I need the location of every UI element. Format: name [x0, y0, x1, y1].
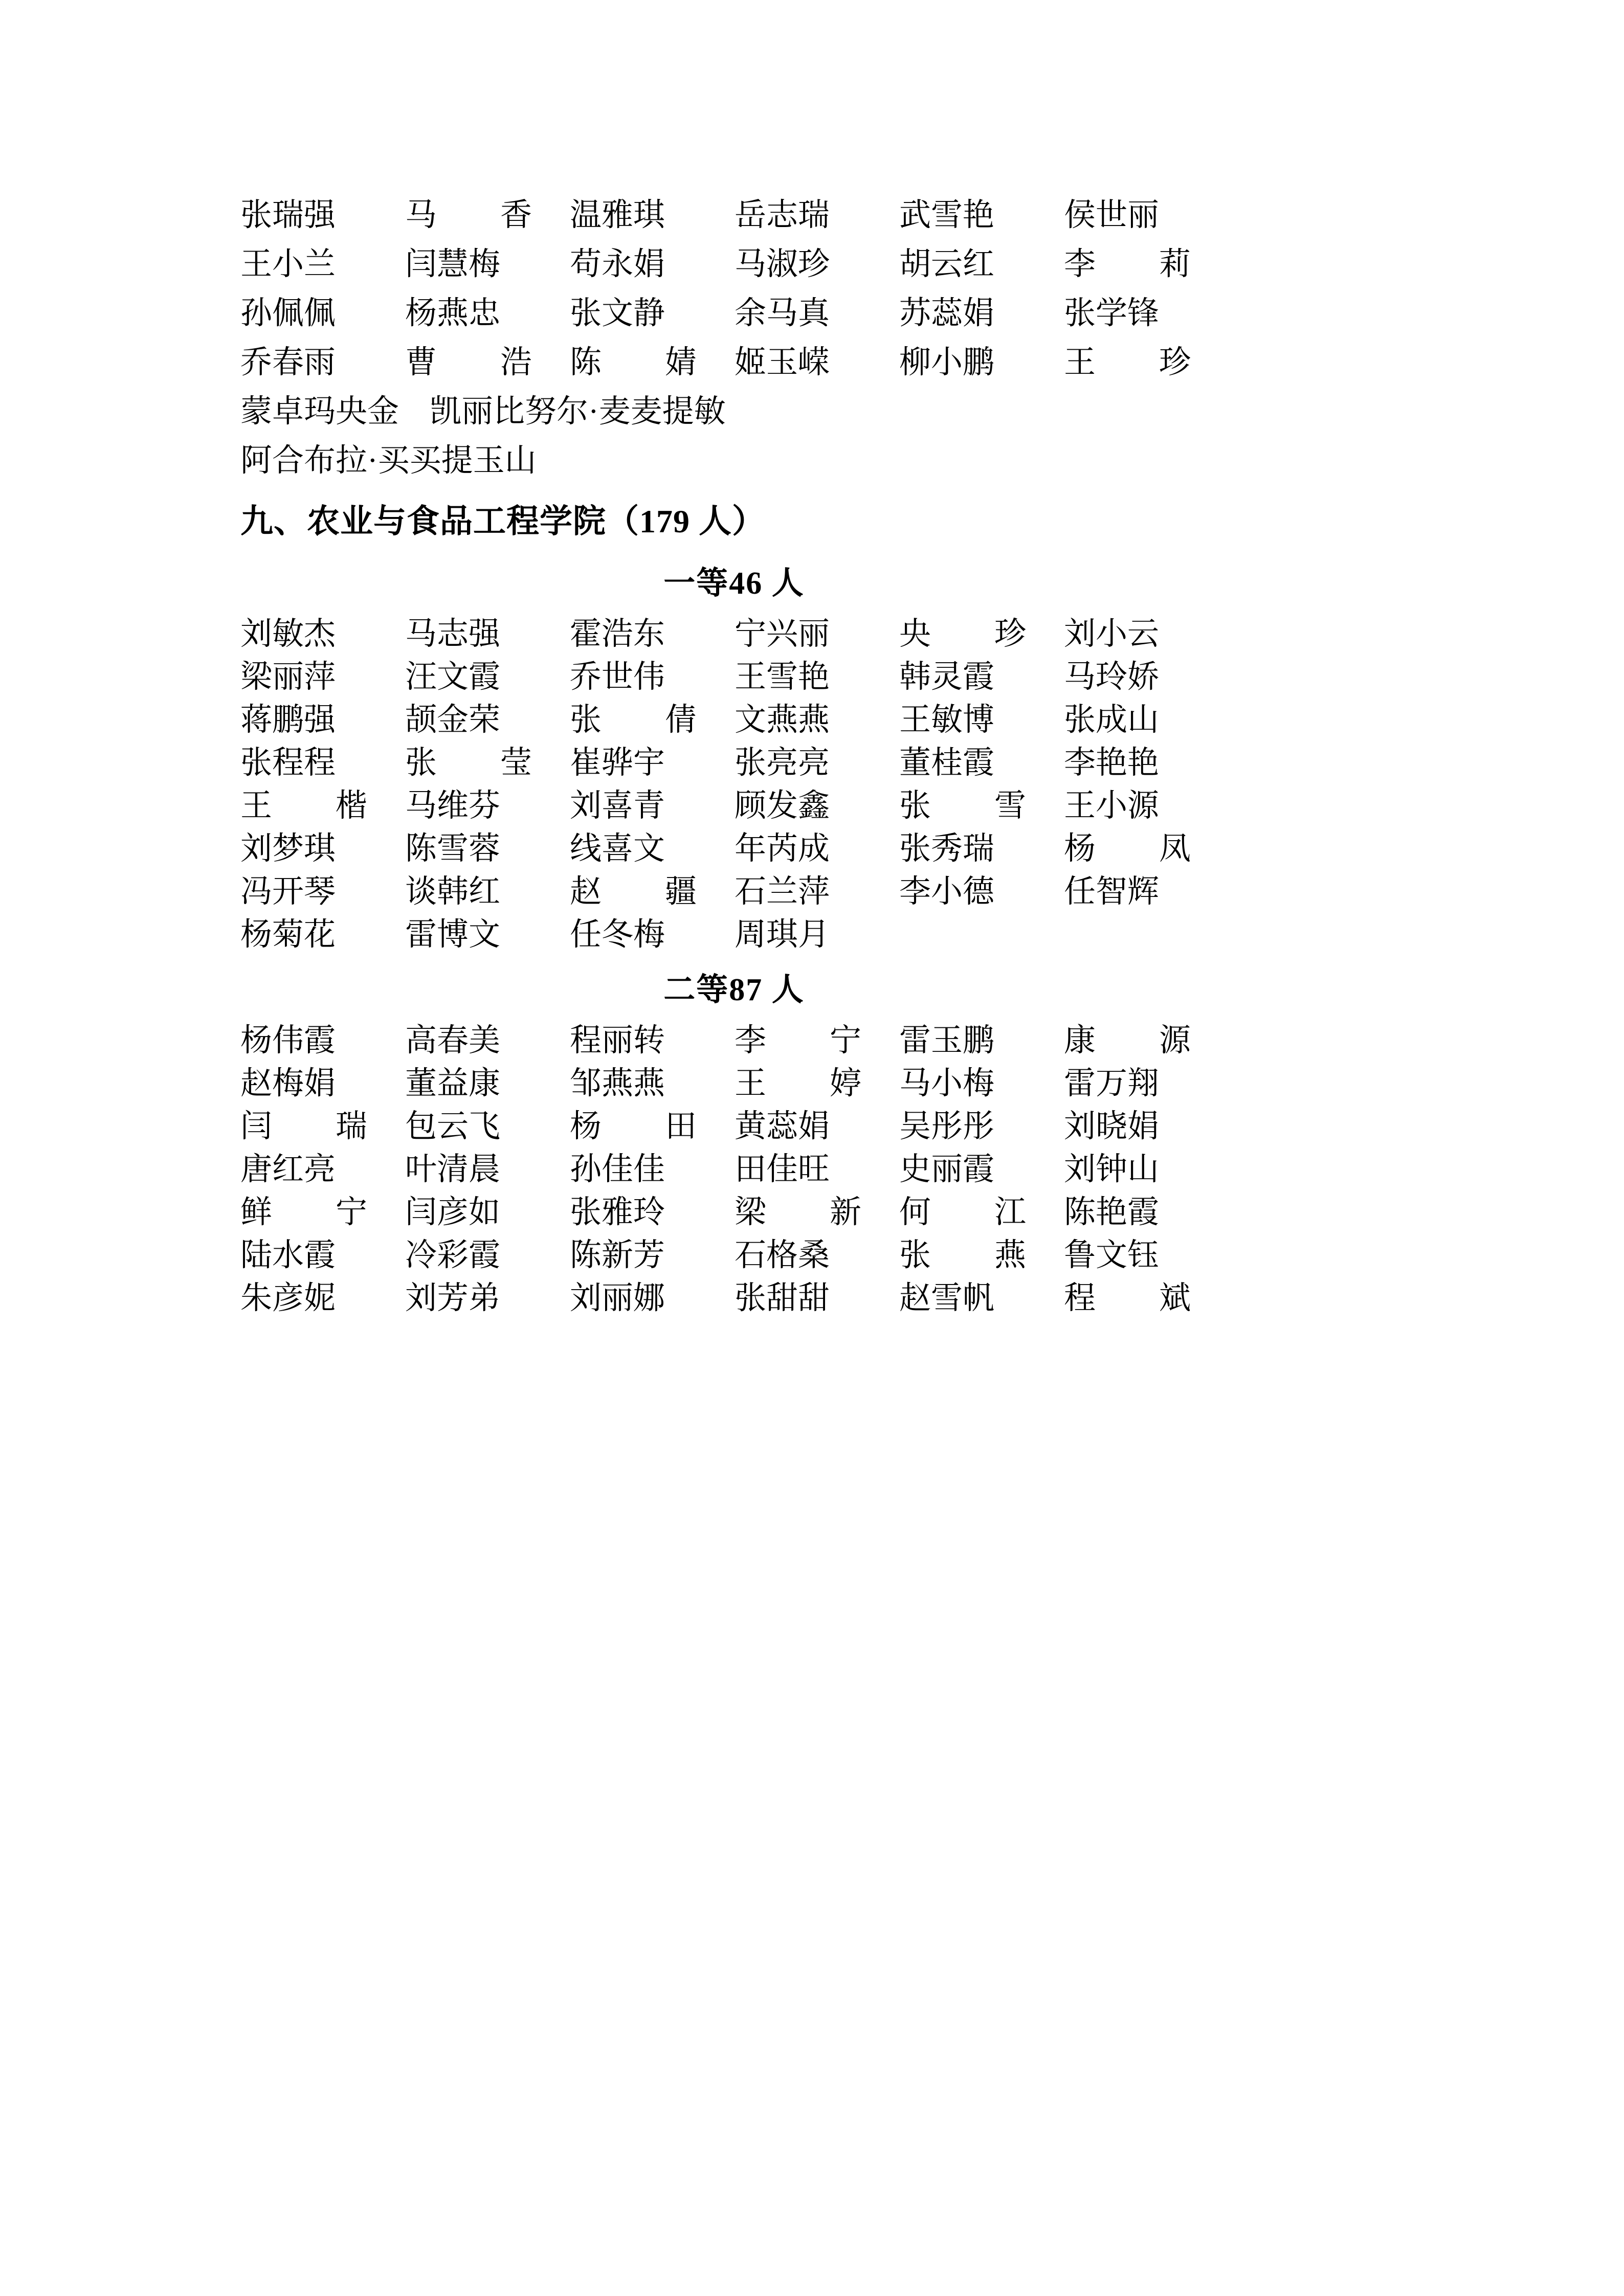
rank-heading-first: [240, 557, 1228, 603]
name-cell: 央珍: [899, 617, 1026, 651]
name-cell: 孙佩佩: [240, 296, 336, 331]
name-cell: 蒋鹏强: [240, 703, 336, 737]
name-cell: 刘梦琪: [240, 831, 336, 866]
name-row: [240, 618, 1228, 650]
name-row: [240, 1111, 1228, 1142]
name-cell: 闫慧梅: [405, 247, 501, 282]
name-cell: 马玲娇: [1064, 660, 1160, 694]
name-cell: 李宁: [735, 1023, 861, 1058]
name-row: [240, 1154, 1228, 1185]
name-cell: 陈艳霞: [1064, 1195, 1160, 1230]
name-cell: 刘小云: [1064, 617, 1160, 651]
name-row-long: [240, 445, 1228, 477]
name-row: [240, 1240, 1228, 1271]
name-cell: 张燕: [899, 1238, 1026, 1273]
name-cell: 朱彦妮: [240, 1281, 336, 1316]
name-row: [240, 249, 1228, 280]
rank-count: 46 人: [729, 566, 805, 601]
name-row: [240, 1068, 1228, 1099]
name-row: [240, 876, 1228, 908]
name-cell: 王楷: [240, 789, 367, 823]
name-cell: 杨菊花: [240, 917, 336, 952]
name-cell: 赵雪帆: [899, 1281, 995, 1316]
name-cell: 陈雪蓉: [405, 831, 501, 866]
name-cell: 张秀瑞: [899, 831, 995, 866]
name-cell: 赵梅娟: [240, 1066, 336, 1101]
name-cell: 胡云红: [899, 247, 995, 282]
name-cell: 武雪艳: [899, 198, 995, 233]
name-cell: 雷万翔: [1064, 1066, 1160, 1101]
name-cell: 雷博文: [405, 917, 501, 952]
name-cell: 王小源: [1064, 789, 1160, 823]
name-cell: 姬玉嵘: [735, 345, 830, 380]
first-prize-list: [240, 618, 1263, 951]
name-cell: 董益康: [405, 1066, 501, 1101]
name-cell: 张瑞强: [240, 198, 336, 233]
name-cell: 温雅琪: [570, 198, 665, 233]
name-cell: 刘丽娜: [570, 1281, 665, 1316]
name-cell: 黄蕊娟: [735, 1109, 830, 1144]
name-cell: 任智辉: [1064, 874, 1160, 909]
name-cell: 张亮亮: [735, 746, 830, 780]
name-cell: 宁兴丽: [735, 617, 830, 651]
name-cell: 高春美: [405, 1023, 501, 1058]
name-cell: 线喜文: [570, 831, 665, 866]
name-cell: 文燕燕: [735, 703, 830, 737]
name-cell: 谈韩红: [405, 874, 501, 909]
name-cell: 崔骅宇: [570, 746, 665, 780]
name-cell: 张雅玲: [570, 1195, 665, 1230]
name-cell: 刘敏杰: [240, 617, 336, 651]
name-cell: 闫瑞: [240, 1109, 367, 1144]
name-cell: 阿合布拉·买买提玉山: [240, 443, 537, 478]
rank-count: 87 人: [729, 973, 805, 1007]
name-cell: 韩灵霞: [899, 660, 995, 694]
name-cell: 颉金荣: [405, 703, 501, 737]
name-cell: 石兰萍: [735, 874, 830, 909]
name-cell: 刘喜青: [570, 789, 665, 823]
name-cell: 侯世丽: [1064, 198, 1160, 233]
name-row: [240, 298, 1228, 329]
name-cell: 石格桑: [735, 1238, 830, 1273]
spacer: [899, 919, 1064, 951]
name-cell: 年芮成: [735, 831, 830, 866]
name-cell: 马维芬: [405, 789, 501, 823]
name-cell: 冷彩霞: [405, 1238, 501, 1273]
spacer: [1064, 919, 1229, 951]
name-cell: 王珍: [1064, 345, 1191, 380]
name-cell: 王敏博: [899, 703, 995, 737]
name-cell: 董桂霞: [899, 746, 995, 780]
name-row: [240, 1025, 1228, 1056]
name-row: [240, 747, 1228, 779]
name-cell: 马小梅: [899, 1066, 995, 1101]
name-cell: 汪文霞: [405, 660, 501, 694]
second-prize-list: [240, 1025, 1263, 1314]
name-cell: 顾发鑫: [735, 789, 830, 823]
name-cell: 何江: [899, 1195, 1026, 1230]
name-cell: 乔世伟: [570, 660, 665, 694]
name-cell: 张文静: [570, 296, 665, 331]
name-cell: 霍浩东: [570, 617, 665, 651]
name-cell: 李小德: [899, 874, 995, 909]
name-cell: 张甜甜: [735, 1281, 830, 1316]
name-cell: 蒙卓玛央金: [240, 394, 399, 429]
name-row: [240, 790, 1228, 822]
name-cell: 程斌: [1064, 1281, 1191, 1316]
name-cell: 余马真: [735, 296, 830, 331]
name-cell: 张雪: [899, 789, 1026, 823]
name-cell: 柳小鹏: [899, 345, 995, 380]
name-cell: 陆水霞: [240, 1238, 336, 1273]
name-row: [240, 833, 1228, 865]
name-cell: 周琪月: [735, 917, 830, 952]
name-cell: 赵疆: [570, 874, 697, 909]
name-cell: 包云飞: [405, 1109, 501, 1144]
name-cell: 乔春雨: [240, 345, 336, 380]
name-cell: 邹燕燕: [570, 1066, 665, 1101]
name-cell: 吴彤彤: [899, 1109, 995, 1144]
name-cell: 刘钟山: [1064, 1152, 1160, 1187]
name-cell: 史丽霞: [899, 1152, 995, 1187]
name-cell: 苏蕊娟: [899, 296, 995, 331]
name-cell: 张程程: [240, 746, 336, 780]
section-heading: 九、农业与食品工程学院（179 人）: [240, 503, 765, 539]
name-row: [240, 661, 1228, 693]
name-cell: 梁新: [735, 1195, 861, 1230]
name-cell: 凯丽比努尔·麦麦提敏: [430, 394, 726, 429]
name-row: [240, 704, 1228, 736]
name-cell: 刘晓娟: [1064, 1109, 1160, 1144]
name-row-long: [240, 396, 1228, 427]
page-content: [240, 199, 1263, 1314]
name-cell: 杨田: [570, 1109, 697, 1144]
name-cell: 陈婧: [570, 345, 697, 380]
name-cell: 刘芳弟: [405, 1281, 501, 1316]
previous-section-names: [240, 199, 1263, 477]
name-cell: 杨燕忠: [405, 296, 501, 331]
name-cell: 马淑珍: [735, 247, 830, 282]
name-cell: 杨凤: [1064, 831, 1191, 866]
name-cell: 王婷: [735, 1066, 861, 1101]
name-cell: 马志强: [405, 617, 501, 651]
rank-label: 一等: [663, 566, 729, 601]
name-cell: 冯开琴: [240, 874, 336, 909]
name-row: [240, 919, 1228, 951]
name-cell: 曹浩: [405, 345, 532, 380]
name-cell: 闫彦如: [405, 1195, 501, 1230]
name-cell: 马香: [405, 198, 532, 233]
name-cell: 张倩: [570, 703, 697, 737]
name-cell: 王小兰: [240, 247, 336, 282]
name-cell: 陈新芳: [570, 1238, 665, 1273]
name-cell: 程丽转: [570, 1023, 665, 1058]
name-cell: 李莉: [1064, 247, 1191, 282]
name-cell: 王雪艳: [735, 660, 830, 694]
name-cell: 任冬梅: [570, 917, 665, 952]
name-cell: 岳志瑞: [735, 198, 830, 233]
name-cell: 苟永娟: [570, 247, 665, 282]
name-cell: 张学锋: [1064, 296, 1160, 331]
name-row: [240, 1197, 1228, 1228]
name-cell: 李艳艳: [1064, 746, 1160, 780]
name-cell: 张成山: [1064, 703, 1160, 737]
name-cell: 叶清晨: [405, 1152, 501, 1187]
name-cell: 鲁文钰: [1064, 1238, 1160, 1273]
name-cell: 张莹: [405, 746, 532, 780]
name-row: [240, 1282, 1228, 1314]
name-cell: 雷玉鹏: [899, 1023, 995, 1058]
name-cell: 康源: [1064, 1023, 1191, 1058]
name-row: [240, 347, 1228, 378]
name-cell: 田佳旺: [735, 1152, 830, 1187]
name-row: [240, 199, 1228, 231]
name-cell: 唐红亮: [240, 1152, 336, 1187]
name-cell: 梁丽萍: [240, 660, 336, 694]
rank-label: 二等: [663, 973, 729, 1007]
name-cell: 杨伟霞: [240, 1023, 336, 1058]
rank-heading-second: [240, 964, 1228, 1009]
name-cell: 孙佳佳: [570, 1152, 665, 1187]
name-cell: 鲜宁: [240, 1195, 367, 1230]
